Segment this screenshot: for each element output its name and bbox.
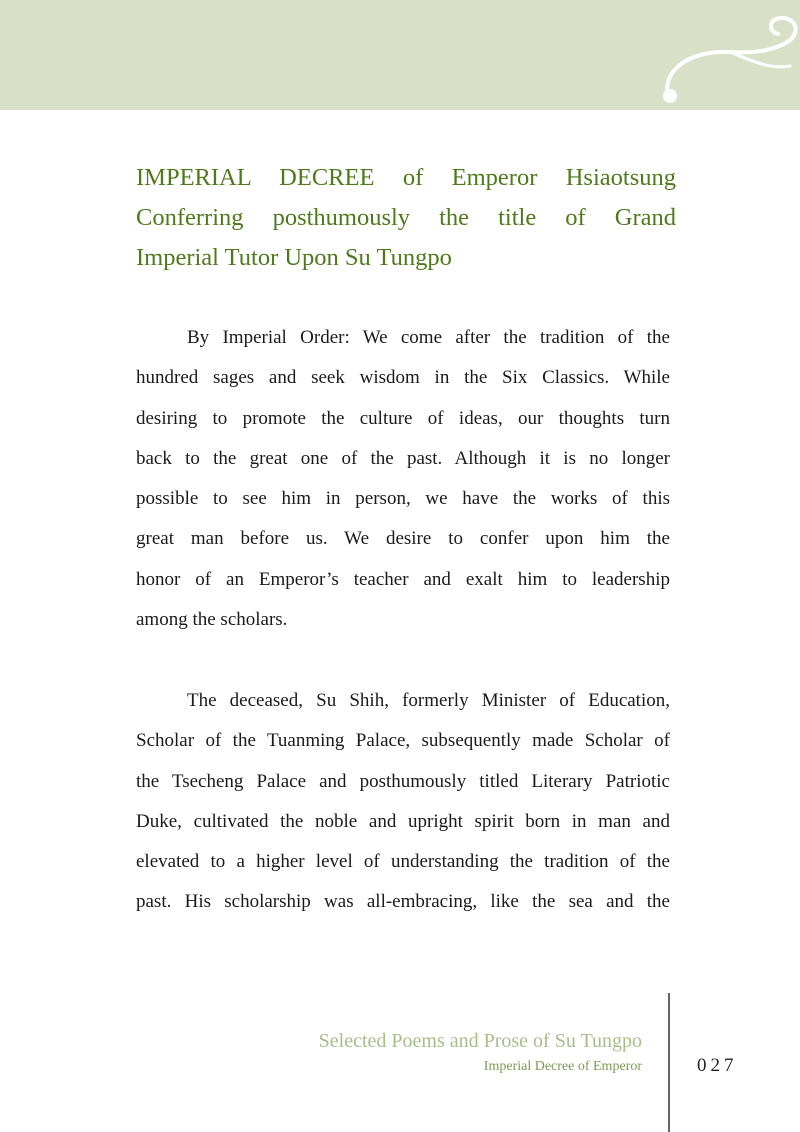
title-line: Imperial Tutor Upon Su Tungpo xyxy=(136,244,452,271)
title-line: Conferring posthumously the title of Grand xyxy=(136,204,676,231)
decree-title xyxy=(136,158,676,278)
body-paragraph xyxy=(136,681,670,923)
text-line: great man before us. We desire to confer upon him the xyxy=(136,528,670,550)
page-number: 027 xyxy=(697,1055,738,1076)
text-line: Scholar of the Tuanming Palace, subsequently made Scholar of xyxy=(136,730,670,752)
text-line: past. His scholarship was all-embracing, like the sea and the xyxy=(136,891,670,913)
footer-divider xyxy=(668,993,670,1132)
text-line: back to the great one of the past. Although it is no longer xyxy=(136,447,670,469)
footer-book-title: Selected Poems and Prose of Su Tungpo xyxy=(318,1030,642,1052)
body-paragraph xyxy=(136,318,670,640)
text-line: Duke, cultivated the noble and upright spirit born in man and xyxy=(136,810,670,832)
text-line: possible to see him in person, we have the works of this xyxy=(136,488,670,510)
text-line: honor of an Emperor’s teacher and exalt him to leadership xyxy=(136,568,670,590)
footer-section-title: Imperial Decree of Emperor xyxy=(483,1059,642,1074)
text-line: By Imperial Order: We come after the tradition of the xyxy=(187,327,670,348)
text-line: the Tsecheng Palace and posthumously titled Literary Patriotic xyxy=(136,770,670,792)
title-line: IMPERIAL DECREE of Emperor Hsiaotsung xyxy=(136,164,676,191)
text-line: elevated to a higher level of understanding the tradition of the xyxy=(136,851,670,873)
scroll-flourish-icon xyxy=(650,0,800,110)
header-band xyxy=(0,0,800,110)
text-line: hundred sages and seek wisdom in the Six Classics. While xyxy=(136,367,670,389)
text-line: among the scholars. xyxy=(136,609,288,631)
text-line: The deceased, Su Shih, formerly Minister of Education, xyxy=(187,690,670,711)
text-line: desiring to promote the culture of ideas, our thoughts turn xyxy=(136,407,670,429)
